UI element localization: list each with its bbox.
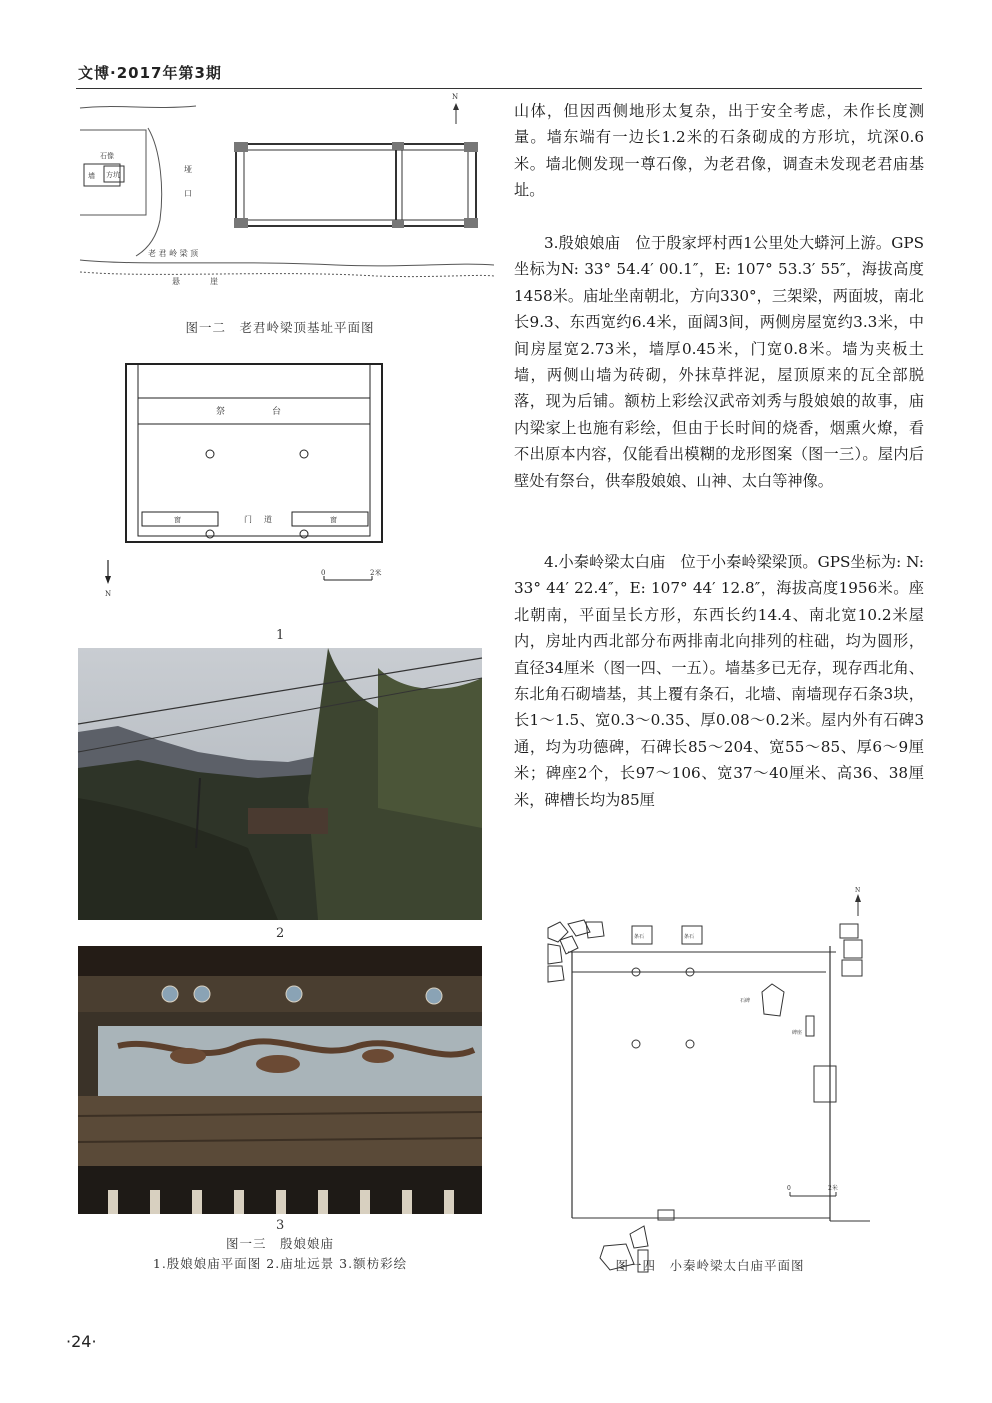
figure-12-caption: 图一二 老君岭梁顶基址平面图 <box>185 320 375 335</box>
header-rule <box>76 88 922 89</box>
fig13-scale-max: 2米 <box>370 569 382 577</box>
figure-13-sublabel-2: 2 <box>276 926 285 941</box>
fig12-pass-label-1: 垭 <box>184 165 192 174</box>
altar-label-1: 祭 <box>216 407 226 417</box>
door-label-1: 门 <box>244 515 252 524</box>
page-number: ·24· <box>66 1332 97 1351</box>
figure-13-1-floor-plan <box>96 358 426 608</box>
fig12-pit-label: 方坑 <box>106 171 120 179</box>
paragraph-2-text: 3.殷娘娘庙 位于殷家坪村西1公里处大蟒河上游。GPS坐标为N: 33° 54.4′ 00.1″，E: 107° 53.3′ 55″，海拔高度1458米。庙址坐南朝北，方向330°，三架梁，两面坡，南北长9.3、东西宽约6.4米，面阔3间，两侧房屋宽约3.3米，中间房屋宽2.73米，墙厚0.45米，门宽0.8米。墙为夹板土墙，两侧山墙为砖砌，外抹草拌泥，屋顶原来的瓦全部脱落，现为后铺。额枋上彩绘汉武帝刘秀与殷娘娘的故事，庙内梁家上也施有彩绘，但由于长时间的烧香，烟熏火燎，看不出原本内容，仅能看出模糊的龙形图案（图一三）。屋内后壁处有祭台，供奉殷娘娘、山神、太白等神像。 <box>514 234 924 490</box>
section-3-yin-niangniang-temple <box>514 230 924 494</box>
figure-13-caption-title: 图一三 殷娘娘庙 <box>225 1236 334 1251</box>
fig12-cliff-label-1: 悬 <box>172 277 180 286</box>
fig12-wall-label: 墙 <box>88 172 95 180</box>
paragraph-1-text: 山体，但因西侧地形太复杂，出于安全考虑，未作长度测量。墙东端有一边长1.2米的石条砌成的方形坑，坑深0.6米。墙北侧发现一尊石像，为老君像，调查未发现老君庙基址。 <box>514 102 924 200</box>
altar-label-2: 台 <box>272 407 282 417</box>
figure-14-taibai-temple-plan <box>540 886 880 1246</box>
fig13-scale-zero: 0 <box>321 569 326 577</box>
fig12-north-label: N <box>452 93 459 101</box>
fig14-scale-max: 2米 <box>828 1185 838 1192</box>
fig14-stele-seat-label: 碑座 <box>792 1030 803 1036</box>
window-label-west: 窗 <box>174 516 181 524</box>
fig14-stele-label: 石碑 <box>740 998 751 1004</box>
paragraph-continued <box>514 98 924 204</box>
door-label-2: 道 <box>264 515 272 524</box>
fig12-cliff-label-2: 崖 <box>210 277 218 286</box>
fig14-stone-label-2: 条石 <box>684 934 695 940</box>
figure-13-sublabel-3: 3 <box>276 1218 285 1233</box>
figure-13-3-photo-painted-beam <box>78 946 482 1214</box>
figure-13-2-photo-distant-view <box>78 648 482 920</box>
figure-13-sublabel-1: 1 <box>276 628 285 643</box>
fig13-north-label: N <box>105 590 112 598</box>
window-label-east: 窗 <box>330 516 337 524</box>
journal-header: 文博·2017年第3期 <box>78 64 222 82</box>
fig12-ridge-label: 老 君 岭 梁 顶 <box>148 249 199 258</box>
figure-13-caption-sub: 1.殷娘娘庙平面图 2.庙址远景 3.额枋彩绘 <box>152 1256 408 1271</box>
paragraph-3-text: 4.小秦岭梁太白庙 位于小秦岭梁梁顶。GPS坐标为: N: 33° 44′ 22.4″，E: 107° 44′ 12.8″，海拔高度1956米。座北朝南，平面呈长方形，东西长约14.4、南北宽10.2米屋内，房址内西北部分布两排南北向排列的柱础，均为圆形，直径34厘米（图一四、一五）。墙基多已无存，现存西北角、东北角石砌墙基，其上覆有条石，北墙、南墙现存石条3块，长1～1.5、宽0.3～0.35、厚0.08～0.2米。屋内外有石碑3通，均为功德碑，石碑长85～204、宽55～85、厚6～9厘米；碑座2个，长97～106、宽37～40厘米、高36、38厘米，碑槽长均为85厘 <box>514 553 924 809</box>
fig12-pass-label-2: 口 <box>184 189 192 198</box>
fig14-scale-zero: 0 <box>787 1185 791 1192</box>
figure-14-caption: 图一四 小秦岭梁太白庙平面图 <box>615 1258 805 1273</box>
fig14-stone-label-1: 条石 <box>634 934 645 940</box>
figure-12-site-plan <box>76 93 496 300</box>
section-4-xiaoqinling-taibai-temple <box>514 549 924 813</box>
fig14-north-label: N <box>855 887 861 894</box>
fig12-stone-statue-label: 石像 <box>100 152 114 160</box>
